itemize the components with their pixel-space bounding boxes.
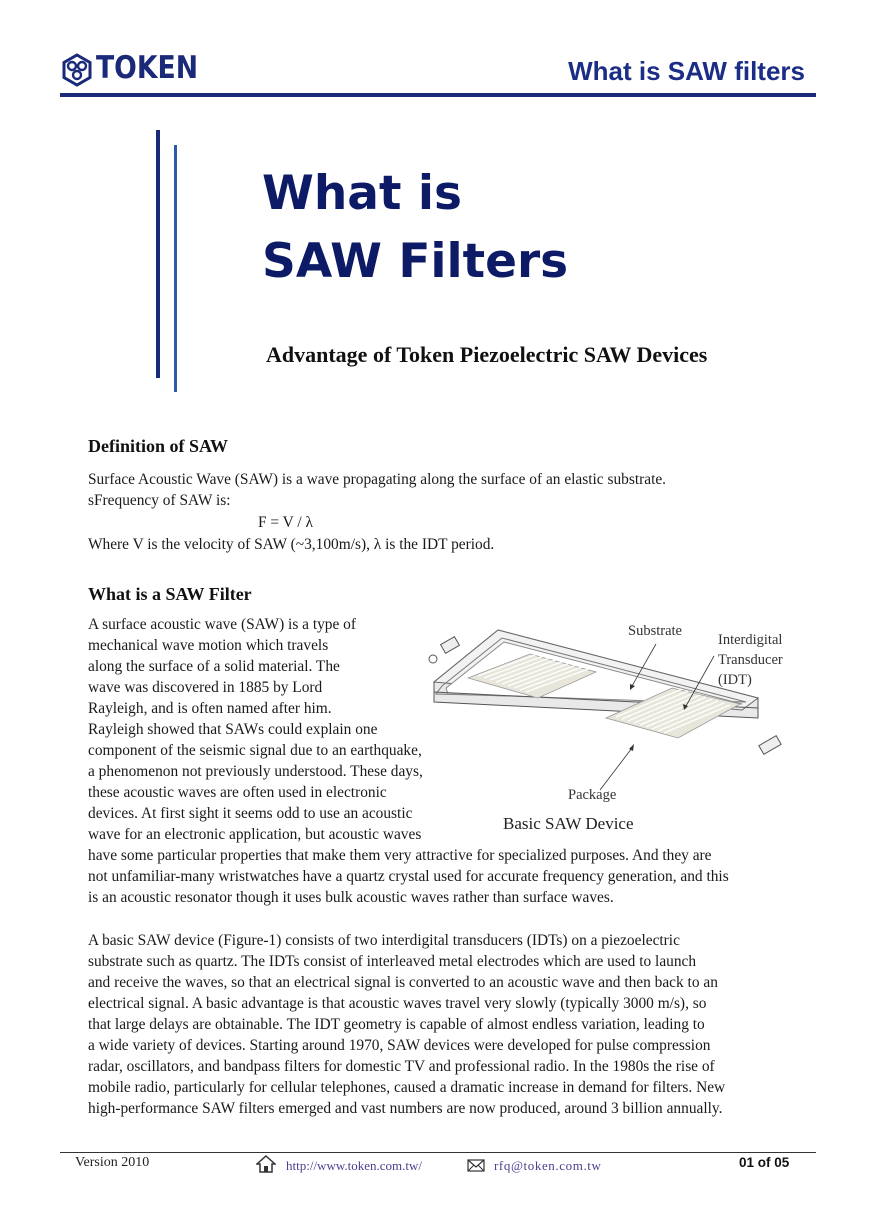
header-divider bbox=[60, 93, 816, 97]
figure-caption: Basic SAW Device bbox=[503, 814, 634, 833]
paragraph-line: Rayleigh showed that SAWs could explain one bbox=[88, 721, 378, 738]
paragraph-line: have some particular properties that make them very attractive for specialized purposes. And they are bbox=[88, 847, 712, 864]
paragraph-line: that large delays are obtainable. The IDT geometry is capable of almost endless variation, leading to bbox=[88, 1016, 705, 1033]
paragraph-line: wave for an electronic application, but acoustic waves bbox=[88, 826, 422, 843]
paragraph-line: not unfamiliar-many wristwatches have a quartz crystal used for accurate frequency generation, and this bbox=[88, 868, 729, 885]
decorative-bar-blue bbox=[174, 145, 177, 392]
footer-website-link[interactable]: http://www.token.com.tw/ bbox=[286, 1158, 423, 1173]
label-idt-line: (IDT) bbox=[718, 672, 752, 688]
token-emblem-icon bbox=[60, 53, 94, 87]
paragraph-line: a phenomenon not previously understood. These days, bbox=[88, 763, 423, 780]
definition-line: Surface Acoustic Wave (SAW) is a wave propagating along the surface of an elastic substrate. bbox=[88, 471, 667, 488]
left-terminal bbox=[429, 655, 437, 663]
cover-title-line-1: What is bbox=[262, 166, 462, 221]
device-paragraph bbox=[88, 930, 725, 1119]
definition-heading: Definition of SAW bbox=[88, 436, 229, 456]
paragraph-line: electrical signal. A basic advantage is that acoustic waves travel very slowly (typically 3000 m/s), so bbox=[88, 995, 707, 1012]
footer-version: Version 2010 bbox=[75, 1155, 150, 1170]
paragraph-line: mobile radio, particularly for cellular telephones, caused a dramatic increase in demand for filters. New bbox=[88, 1079, 726, 1096]
paragraph-line: Rayleigh, and is often named after him. bbox=[88, 700, 332, 717]
definition-text bbox=[88, 469, 666, 511]
label-idt-line: Transducer bbox=[718, 652, 783, 668]
filter-heading: What is a SAW Filter bbox=[88, 584, 252, 604]
paragraph-line: wave was discovered in 1885 by Lord bbox=[88, 679, 323, 696]
paragraph-line: component of the seismic signal due to an earthquake, bbox=[88, 742, 422, 759]
page-number: 01 of 05 bbox=[739, 1155, 790, 1170]
paragraph-line: substrate such as quartz. The IDTs consist of interleaved metal electrodes which are used to launch bbox=[88, 953, 697, 970]
cover-title bbox=[262, 160, 568, 296]
token-logo bbox=[60, 50, 210, 90]
paragraph-line: radar, oscillators, and bandpass filters for domestic TV and professional radio. In the 1980s the rise of bbox=[88, 1058, 715, 1075]
paragraph-line: a wide variety of devices. Starting around 1970, SAW devices were developed for pulse compression bbox=[88, 1037, 711, 1054]
paragraph-line: is an acoustic resonator though it uses bulk acoustic waves rather than surface waves. bbox=[88, 889, 614, 906]
paragraph-line: along the surface of a solid material. The bbox=[88, 658, 340, 675]
paragraph-line: these acoustic waves are often used in electronic bbox=[88, 784, 387, 801]
label-idt bbox=[718, 630, 783, 690]
mail-icon bbox=[467, 1159, 485, 1172]
frequency-formula: F = V / λ bbox=[258, 514, 313, 531]
saw-device-figure bbox=[420, 620, 820, 840]
paragraph-line: devices. At first sight it seems odd to use an acoustic bbox=[88, 805, 413, 822]
label-substrate: Substrate bbox=[628, 623, 682, 639]
definition-after: Where V is the velocity of SAW (~3,100m/s), λ is the IDT period. bbox=[88, 536, 495, 553]
paragraph-line: A surface acoustic wave (SAW) is a type of bbox=[88, 616, 357, 633]
paragraph-line: and receive the waves, so that an electrical signal is converted to an acoustic wave and then back to an bbox=[88, 974, 718, 991]
decorative-bar-dark bbox=[156, 130, 160, 378]
home-icon bbox=[256, 1154, 276, 1174]
page-header-title: What is SAW filters bbox=[568, 56, 805, 86]
label-package: Package bbox=[568, 787, 617, 803]
label-idt-line: Interdigital bbox=[718, 632, 783, 648]
paragraph-line: high-performance SAW filters emerged and vast numbers are now produced, around 3 billion annually. bbox=[88, 1100, 723, 1117]
footer-divider bbox=[60, 1152, 816, 1153]
paragraph-line: A basic SAW device (Figure-1) consists of two interdigital transducers (IDTs) on a piezoelectric bbox=[88, 932, 680, 949]
paragraph-line: mechanical wave motion which travels bbox=[88, 637, 329, 654]
cover-subtitle: Advantage of Token Piezoelectric SAW Devices bbox=[266, 342, 708, 367]
brand-name: TOKEN bbox=[96, 50, 199, 86]
cover-title-line-2: SAW Filters bbox=[262, 234, 569, 289]
definition-line: sFrequency of SAW is: bbox=[88, 492, 231, 509]
footer-email-link[interactable]: rfq@token.com.tw bbox=[494, 1158, 602, 1173]
right-pin bbox=[759, 736, 781, 755]
package-leader bbox=[600, 748, 632, 790]
left-pin bbox=[441, 637, 460, 654]
